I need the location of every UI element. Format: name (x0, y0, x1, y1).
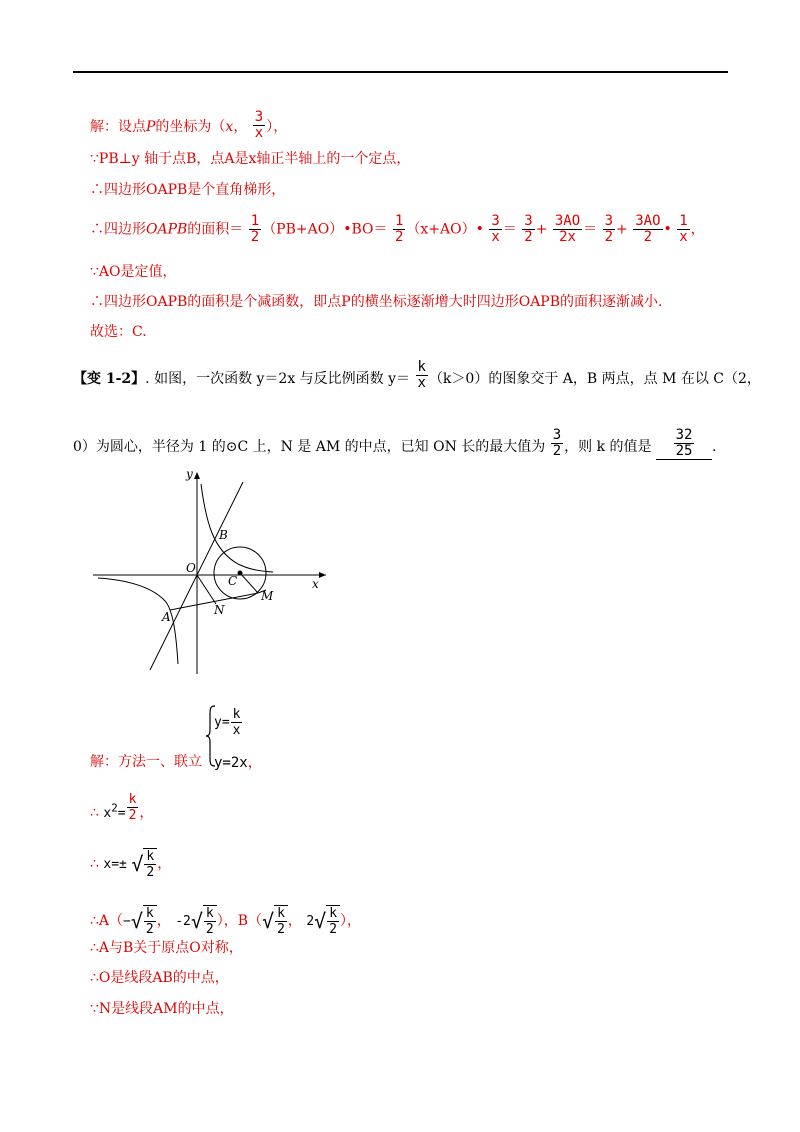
solution-line-1: 解：设点P的坐标为（x， $\frac{3}{x}$ ）， (90, 109, 288, 141)
problem-tag: 【变 1-2】 (73, 371, 146, 387)
fraction-3-over-2: $\frac{3}{2}$ (604, 213, 614, 245)
segment-on (197, 575, 216, 604)
answer-blank (656, 428, 712, 460)
solution2-line-7: ∵N是线段AM的中点， (90, 1001, 234, 1017)
fraction-3-over-x: $\frac{3}{x}$ (491, 213, 500, 245)
solution2-line-5: ∴A与B关于原点O对称， (90, 940, 243, 956)
solution-line-4: ∴四边形OAPB的面积＝ $\frac{1}{2}$ （PB+AO）•BO＝ $\frac{1}{2}$ （x+AO）• $\frac{3}{x}$ ＝ $\frac{3}{2}$ + $\frac{3AO}{2x}$ ＝ $\frac{3}{2}$ + $\frac{3AO}{2}$ • $\frac{1}{x}$ ， (90, 213, 705, 245)
fraction-k-over-x: $\frac{k}{x}$ (417, 359, 426, 391)
system-eq-2: y=2x， (214, 755, 262, 771)
label-y: y (186, 467, 193, 481)
problem-line-2: 0）为圆心，半径为 1 的⊙C 上，N 是 AM 的中点，已知 ON 长的最大值为 $\frac{3}{2}$ ，则 k 的值是 $\frac{32}{25}$ . (73, 427, 717, 459)
answer-fraction: $\frac{32}{25}$ (675, 427, 693, 459)
solution2-line-6: ∴O是线段AB的中点， (90, 970, 229, 986)
label-x: x (312, 577, 319, 591)
label-o: O (186, 561, 196, 575)
fraction-half: $\frac{1}{2}$ (394, 213, 404, 245)
fraction-1-over-x: $\frac{1}{x}$ (679, 213, 688, 245)
solution2-line-4: ∴A（−√ $\frac{k}{2}$ ， -2√ $\frac{k}{2}$ ），B（√ $\frac{k}{2}$ ， 2√ $\frac{k}{2}$ ）， (90, 906, 362, 937)
geometry-figure (88, 462, 338, 677)
sqrt-k-over-2: √ $\frac{k}{2}$ (262, 905, 288, 937)
y-axis-arrow (194, 472, 200, 479)
system-eq-1: y= $\frac{k}{x}$ (214, 707, 241, 738)
fraction-3-over-x: $\frac{3}{x}$ (254, 109, 264, 141)
label-c: C (228, 574, 238, 588)
x-axis-arrow (319, 572, 326, 578)
header-rule (73, 71, 728, 73)
label-a: A (162, 610, 171, 624)
label-n: N (214, 603, 225, 617)
fraction-3-over-2: $\frac{3}{2}$ (524, 213, 533, 245)
point-c (238, 571, 243, 576)
solution-line-5: ∵AO是定值， (90, 264, 177, 280)
label-m: M (261, 589, 274, 603)
solution2-line-3: ∴ x=± √ $\frac{k}{2}$ ， (90, 849, 172, 880)
fraction-half: $\frac{1}{2}$ (250, 213, 260, 245)
fraction-3ao-over-2: $\frac{3AO}{2}$ (635, 213, 661, 245)
label-b: B (219, 528, 228, 542)
solution2-line-1: 解：方法一、联立 (90, 754, 202, 770)
segment-cm (240, 573, 258, 593)
sqrt-k-over-2: √ $\frac{k}{2}$ (131, 848, 157, 880)
problem-line-1: 【变 1-2】. 如图，一次函数 y＝2x 与反比例函数 y＝ $\frac{k}{x}$ （k＞0）的图象交于 A，B 两点，点 M 在以 C（2， (73, 359, 761, 391)
sqrt-k-over-2: √ $\frac{k}{2}$ (314, 905, 340, 937)
solution2-line-2: ∴ $x^2=$ $\frac{k}{2}$ ， (90, 792, 154, 823)
solution-line-2: ∵PB⊥y 轴于点B，点A是x轴正半轴上的一个定点， (90, 151, 411, 167)
fraction-3ao-over-2x: $\frac{3AO}{2x}$ (554, 213, 581, 245)
sqrt-k-over-2: √ $\frac{k}{2}$ (191, 905, 217, 937)
solution-line-6: ∴四边形OAPB的面积是个减函数，即点P的横坐标逐渐增大时四边形OAPB的面积逐渐减小. (90, 294, 663, 310)
fraction-3-over-2: $\frac{3}{2}$ (552, 427, 562, 459)
solution-line-7: 故选：C. (90, 324, 147, 340)
sqrt-k-over-2: √ $\frac{k}{2}$ (131, 905, 157, 937)
solution-line-3: ∴四边形OAPB是个直角梯形， (90, 182, 286, 198)
